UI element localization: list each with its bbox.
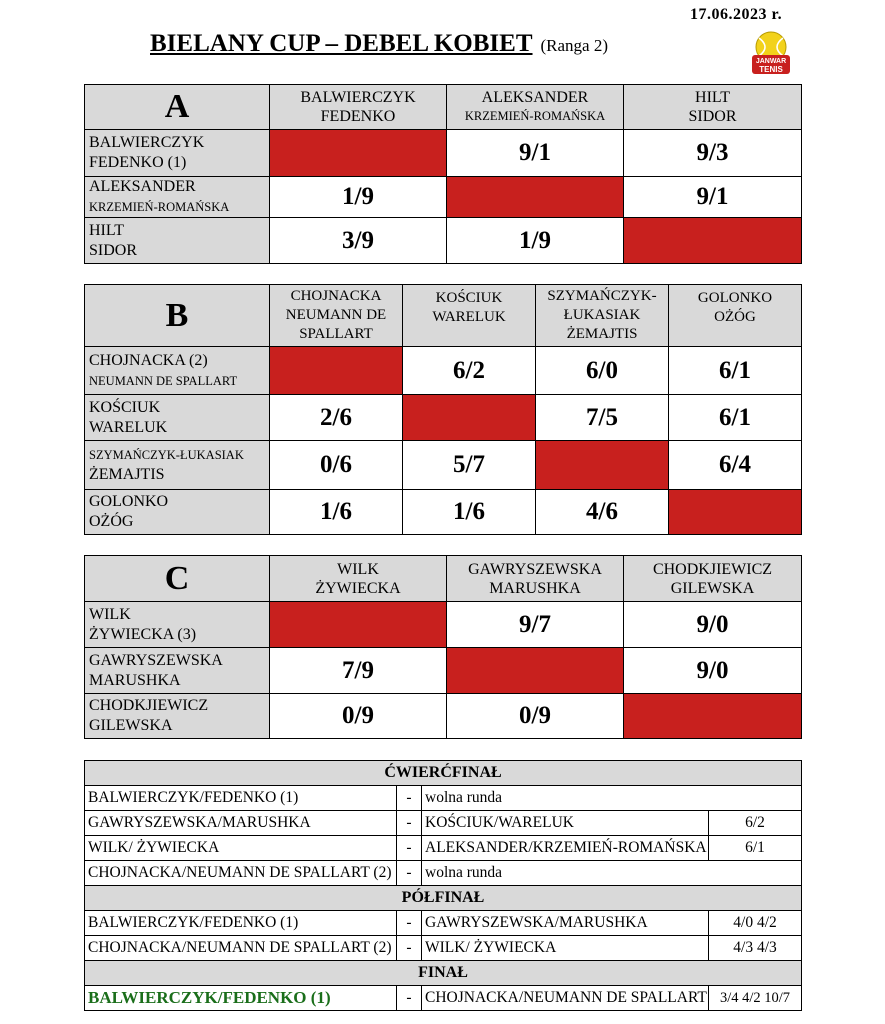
row-header: GAWRYSZEWSKA MARUSHKA bbox=[85, 648, 270, 694]
match-separator: - bbox=[397, 936, 422, 961]
score-cell: 9/1 bbox=[624, 177, 802, 218]
blocked-cell bbox=[270, 347, 403, 395]
row-header: BALWIERCZYK FEDENKO (1) bbox=[85, 130, 270, 177]
group-label: B bbox=[85, 285, 270, 347]
score-cell: 9/3 bbox=[624, 130, 802, 177]
match-result: 4/3 4/3 bbox=[709, 936, 802, 961]
column-header: HILT SIDOR bbox=[624, 85, 802, 130]
score-cell: 9/0 bbox=[624, 602, 802, 648]
blocked-cell bbox=[447, 648, 624, 694]
logo-text-bottom: TENIS bbox=[759, 65, 783, 74]
score-cell: 6/1 bbox=[669, 347, 802, 395]
blocked-cell bbox=[403, 395, 536, 441]
group-label: A bbox=[85, 85, 270, 130]
blocked-cell bbox=[536, 441, 669, 490]
match-result: 6/2 bbox=[709, 811, 802, 836]
page-subtitle: (Ranga 2) bbox=[540, 36, 609, 55]
match-row bbox=[85, 911, 802, 936]
row-header: CHODKJIEWICZ GILEWSKA bbox=[85, 694, 270, 739]
score-cell: 9/7 bbox=[447, 602, 624, 648]
column-header: KOŚCIUK WARELUK bbox=[403, 285, 536, 347]
row-header: HILT SIDOR bbox=[85, 218, 270, 264]
column-header: BALWIERCZYK FEDENKO bbox=[270, 85, 447, 130]
match-separator: - bbox=[397, 836, 422, 861]
match-player-2: wolna runda bbox=[422, 861, 802, 886]
blocked-cell bbox=[447, 177, 624, 218]
score-cell: 5/7 bbox=[403, 441, 536, 490]
row-header: SZYMAŃCZYK-ŁUKASIAK ŻEMAJTIS bbox=[85, 441, 270, 490]
match-separator: - bbox=[397, 811, 422, 836]
match-row bbox=[85, 836, 802, 861]
score-cell: 0/9 bbox=[447, 694, 624, 739]
group-c-table bbox=[84, 555, 802, 739]
match-result: 6/1 bbox=[709, 836, 802, 861]
page-title: BIELANY CUP – DEBEL KOBIET bbox=[150, 30, 533, 57]
match-player-2: ALEKSANDER/KRZEMIEŃ-ROMAŃSKA bbox=[422, 836, 709, 861]
blocked-cell bbox=[624, 694, 802, 739]
match-row bbox=[85, 936, 802, 961]
score-cell: 9/1 bbox=[447, 130, 624, 177]
match-separator: - bbox=[397, 861, 422, 886]
match-row bbox=[85, 811, 802, 836]
score-cell: 1/6 bbox=[403, 490, 536, 535]
score-cell: 6/2 bbox=[403, 347, 536, 395]
match-row bbox=[85, 861, 802, 886]
blocked-cell bbox=[669, 490, 802, 535]
semifinal-header: PÓŁFINAŁ bbox=[85, 886, 802, 911]
group-label: C bbox=[85, 556, 270, 602]
final-winner: BALWIERCZYK/FEDENKO (1) bbox=[85, 986, 397, 1011]
match-player-1: CHOJNACKA/NEUMANN DE SPALLART (2) bbox=[85, 861, 397, 886]
janwar-tenis-logo bbox=[748, 30, 794, 76]
match-separator: - bbox=[397, 786, 422, 811]
score-cell: 0/6 bbox=[270, 441, 403, 490]
blocked-cell bbox=[624, 218, 802, 264]
score-cell: 2/6 bbox=[270, 395, 403, 441]
score-cell: 7/9 bbox=[270, 648, 447, 694]
final-header: FINAŁ bbox=[85, 961, 802, 986]
column-header: GAWRYSZEWSKA MARUSHKA bbox=[447, 556, 624, 602]
group-a-table bbox=[84, 84, 802, 264]
column-header: SZYMAŃCZYK- ŁUKASIAK ŻEMAJTIS bbox=[536, 285, 669, 347]
row-header: KOŚCIUK WARELUK bbox=[85, 395, 270, 441]
quarterfinal-header: ĆWIERĆFINAŁ bbox=[85, 761, 802, 786]
score-cell: 3/9 bbox=[270, 218, 447, 264]
row-header: GOLONKO OŻÓG bbox=[85, 490, 270, 535]
score-cell: 7/5 bbox=[536, 395, 669, 441]
match-player-1: CHOJNACKA/NEUMANN DE SPALLART (2) bbox=[85, 936, 397, 961]
match-player-2: WILK/ ŻYWIECKA bbox=[422, 936, 709, 961]
blocked-cell bbox=[270, 602, 447, 648]
column-header: WILK ŻYWIECKA bbox=[270, 556, 447, 602]
match-player-1: GAWRYSZEWSKA/MARUSHKA bbox=[85, 811, 397, 836]
row-header: WILK ŻYWIECKA (3) bbox=[85, 602, 270, 648]
score-cell: 6/1 bbox=[669, 395, 802, 441]
match-row bbox=[85, 986, 802, 1011]
score-cell: 1/9 bbox=[270, 177, 447, 218]
match-player-2: CHOJNACKA/NEUMANN DE SPALLART bbox=[422, 986, 709, 1011]
match-result: 4/0 4/2 bbox=[709, 911, 802, 936]
match-row bbox=[85, 786, 802, 811]
score-cell: 9/0 bbox=[624, 648, 802, 694]
score-cell: 0/9 bbox=[270, 694, 447, 739]
title-block bbox=[150, 30, 608, 58]
row-header: CHOJNACKA (2) NEUMANN DE SPALLART bbox=[85, 347, 270, 395]
match-result: 3/4 4/2 10/7 bbox=[709, 986, 802, 1011]
group-b-table bbox=[84, 284, 802, 535]
logo-text-top: JANWAR bbox=[755, 58, 787, 65]
score-cell: 4/6 bbox=[536, 490, 669, 535]
match-player-2: KOŚCIUK/WARELUK bbox=[422, 811, 709, 836]
match-player-1: BALWIERCZYK/FEDENKO (1) bbox=[85, 786, 397, 811]
match-player-2: wolna runda bbox=[422, 786, 802, 811]
score-cell: 1/9 bbox=[447, 218, 624, 264]
match-player-1: WILK/ ŻYWIECKA bbox=[85, 836, 397, 861]
tournament-date: 17.06.2023 r. bbox=[690, 6, 783, 23]
match-separator: - bbox=[397, 986, 422, 1011]
match-separator: - bbox=[397, 911, 422, 936]
row-header: ALEKSANDER KRZEMIEŃ-ROMAŃSKA bbox=[85, 177, 270, 218]
score-cell: 1/6 bbox=[270, 490, 403, 535]
score-cell: 6/4 bbox=[669, 441, 802, 490]
match-player-1: BALWIERCZYK/FEDENKO (1) bbox=[85, 911, 397, 936]
column-header: GOLONKO OŻÓG bbox=[669, 285, 802, 347]
match-player-2: GAWRYSZEWSKA/MARUSHKA bbox=[422, 911, 709, 936]
blocked-cell bbox=[270, 130, 447, 177]
column-header: CHOJNACKA NEUMANN DE SPALLART bbox=[270, 285, 403, 347]
score-cell: 6/0 bbox=[536, 347, 669, 395]
column-header: CHODKJIEWICZ GILEWSKA bbox=[624, 556, 802, 602]
column-header: ALEKSANDER KRZEMIEŃ-ROMAŃSKA bbox=[447, 85, 624, 130]
knockout-table bbox=[84, 760, 802, 1011]
